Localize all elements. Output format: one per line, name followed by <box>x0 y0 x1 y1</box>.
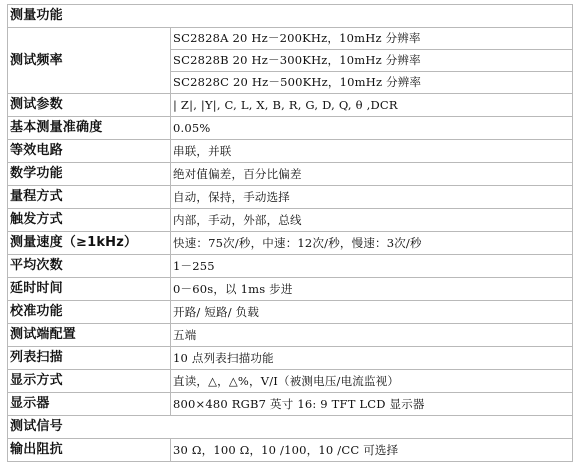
frequency-model-a: SC2828A 20 Hz－200KHz，10mHz 分辨率 <box>171 28 573 50</box>
row-label-averaging: 平均次数 <box>8 255 171 278</box>
table-row <box>8 347 573 370</box>
row-value-output-impedance: 30 Ω，100 Ω，10 /100，10 /CC 可选择 <box>171 439 573 462</box>
spec-table-container <box>7 4 572 462</box>
spec-table <box>7 4 573 462</box>
row-label-math-functions: 数学功能 <box>8 163 171 186</box>
frequency-model-c: SC2828C 20 Hz－500KHz，10mHz 分辨率 <box>171 72 573 94</box>
row-label-basic-accuracy: 基本测量准确度 <box>8 117 171 140</box>
table-row <box>8 117 573 140</box>
section-header-measure-functions: 测量功能 <box>8 5 573 28</box>
table-row <box>8 94 573 117</box>
row-label-display-mode: 显示方式 <box>8 370 171 393</box>
row-value-measure-speed: 快速：75次/秒，中速：12次/秒，慢速：3次/秒 <box>171 232 573 255</box>
row-value-display-mode: 直读，△，△%，V/I（被测电压/电流监视） <box>171 370 573 393</box>
table-row <box>8 140 573 163</box>
row-value-equivalent-circuit: 串联，并联 <box>171 140 573 163</box>
table-row-frequency <box>8 28 573 50</box>
row-label-delay-time: 延时时间 <box>8 278 171 301</box>
table-row <box>8 370 573 393</box>
row-label-list-sweep: 列表扫描 <box>8 347 171 370</box>
row-label-test-parameters: 测试参数 <box>8 94 171 117</box>
table-row <box>8 301 573 324</box>
table-row <box>8 324 573 347</box>
section-header-test-signal: 测试信号 <box>8 416 573 439</box>
table-row <box>8 393 573 416</box>
row-value-test-parameters: | Z|, |Y|, C, L, X, B, R, G, D, Q, θ ,DCR <box>171 94 573 117</box>
row-label-measure-speed: 测量速度（≥1kHz） <box>8 232 171 255</box>
row-value-range-mode: 自动，保持，手动选择 <box>171 186 573 209</box>
table-row <box>8 209 573 232</box>
frequency-model-b: SC2828B 20 Hz－300KHz，10mHz 分辨率 <box>171 50 573 72</box>
row-value-terminal-config: 五端 <box>171 324 573 347</box>
row-label-calibration: 校准功能 <box>8 301 171 324</box>
row-value-display: 800×480 RGB7 英寸 16: 9 TFT LCD 显示器 <box>171 393 573 416</box>
row-label-output-impedance: 输出阻抗 <box>8 439 171 462</box>
row-value-math-functions: 绝对值偏差，百分比偏差 <box>171 163 573 186</box>
row-label-terminal-config: 测试端配置 <box>8 324 171 347</box>
table-row <box>8 186 573 209</box>
row-label-test-frequency: 测试频率 <box>8 28 171 94</box>
row-label-range-mode: 量程方式 <box>8 186 171 209</box>
table-row <box>8 278 573 301</box>
row-value-trigger-mode: 内部，手动，外部，总线 <box>171 209 573 232</box>
section-header-row <box>8 5 573 28</box>
row-value-delay-time: 0－60s，以 1ms 步进 <box>171 278 573 301</box>
section-header-row <box>8 416 573 439</box>
table-row <box>8 439 573 462</box>
row-value-calibration: 开路/ 短路/ 负载 <box>171 301 573 324</box>
row-label-display: 显示器 <box>8 393 171 416</box>
table-row <box>8 163 573 186</box>
row-label-trigger-mode: 触发方式 <box>8 209 171 232</box>
row-value-list-sweep: 10 点列表扫描功能 <box>171 347 573 370</box>
row-value-averaging: 1－255 <box>171 255 573 278</box>
row-label-equivalent-circuit: 等效电路 <box>8 140 171 163</box>
row-value-basic-accuracy: 0.05% <box>171 117 573 140</box>
table-row <box>8 232 573 255</box>
table-row <box>8 255 573 278</box>
